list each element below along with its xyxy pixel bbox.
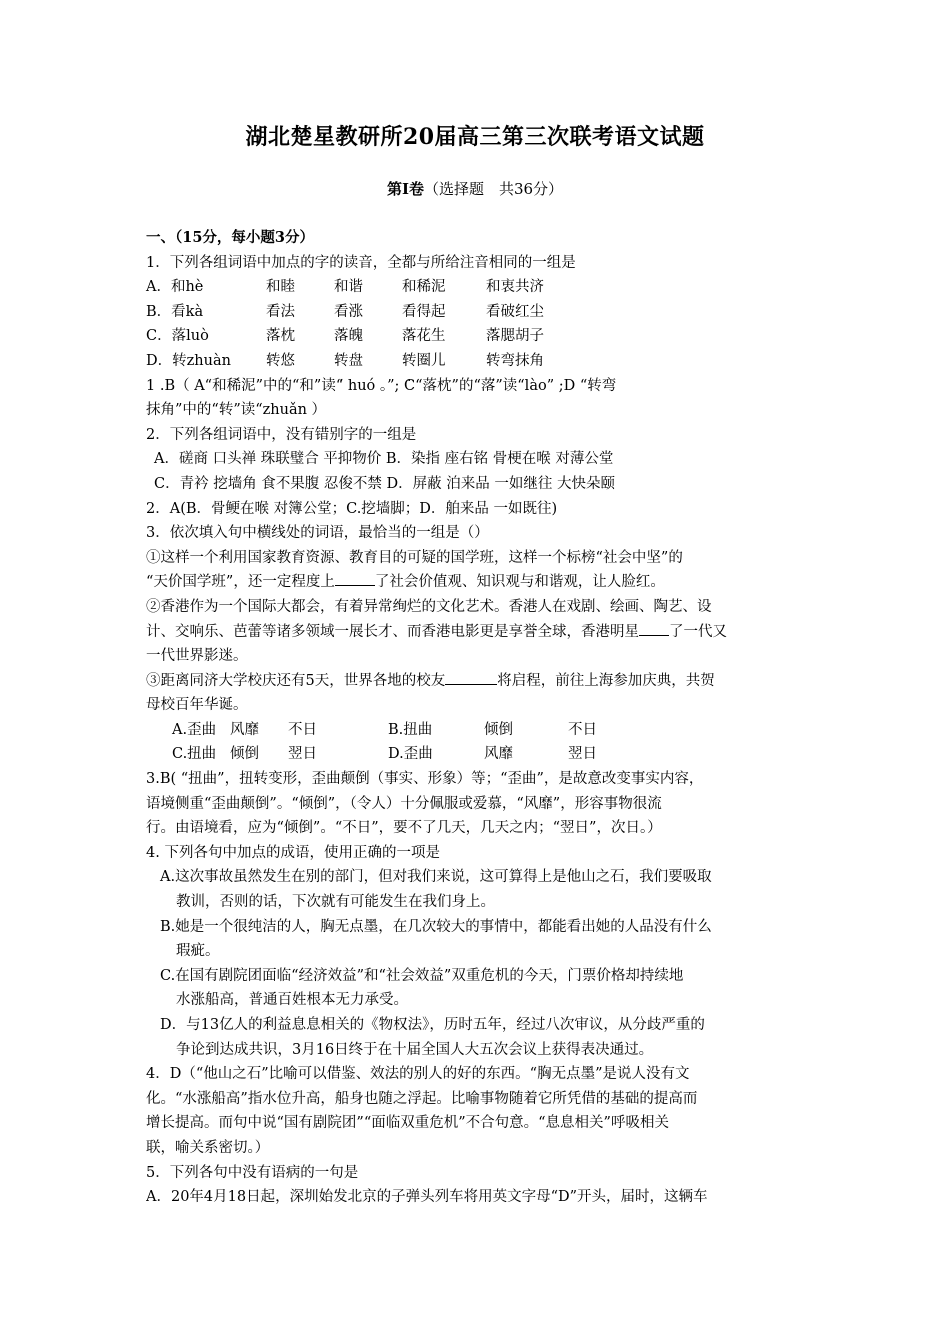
dotted-char: 转 [334,352,349,369]
option-b-line-1 [146,915,810,940]
text-span: ③距离同济大学校庆还有5天，世界各地的校友 [146,672,446,689]
dotted-char: 墨 [363,918,379,935]
dotted-char: 落 [266,328,281,345]
option-item: D.歪曲 [388,746,433,763]
option-c-line-1: C.在国有剧院团面临“经济效益”和“社会效益”双重危机的今天，门票价格却持续地 [160,967,684,984]
sentence-3-line-1 [146,669,810,694]
option-d-line-1 [146,1013,810,1038]
text-span: A.这次事故虽然发生在别的部门，但对我们来说，这可算得上是 [160,869,567,886]
option-word: 看得起 [402,300,486,325]
dotted-char: 看 [334,303,349,320]
dotted-char: 相 [320,1017,336,1033]
answer-3-line-1: 3.B( “扭曲”，扭转变形，歪曲颠倒（事实、形象）等；“歪曲”，是故意改变事实内容， [146,771,704,788]
text-span: “天价国学班”，还一定程度上 [146,574,335,591]
sentence-2-line-1: ②香港作为一个国际大都会，有着异常绚烂的文化艺术。香港人在戏剧、绘画、陶艺、设 [146,598,712,615]
question-2-options-ab: A．磋商 口头禅 珠联璧合 平抑物价 B．染指 座右铭 骨梗在喉 对薄公堂 [154,451,614,468]
dotted-char: 胸 [320,918,335,935]
sentence-1-line-1: ①这样一个利用国家教育资源、教育目的可疑的国学班，这样一个标榜“社会中坚”的 [146,549,683,566]
option-item: A.歪曲 [172,721,217,738]
sentence-2-line-3: 一代世界影迷。 [146,648,248,665]
option-label: C．落luò [146,328,209,345]
dotted-char: 落 [486,328,501,345]
option-word: 落花生 [402,324,486,349]
dotted-char: 涨 [190,992,205,1009]
question-2-stem: 2．下列各组词语中，没有错别字的一组是 [146,426,417,443]
option-word: 看破红尘 [486,300,606,325]
text-span: 了社会价值观、知识观与和谐观，让人脸红。 [374,574,665,591]
option-row [146,275,810,300]
fill-blank [335,570,375,586]
answer-4-line-4: 联，喻关系密切。） [146,1139,270,1156]
option-b-line-2: 瑕疵。 [176,943,220,960]
option-word: 落魄 [334,324,402,349]
dotted-char: 息 [306,1017,321,1033]
option-word: 转盘 [334,349,402,374]
option-row [146,349,810,374]
option-item: 风靡 [484,746,513,763]
option-item: 倾倒 [230,746,259,763]
answer-1-line-1: 1 .B（ A“和稀泥”中的“和”读“ huó 。”; C“落枕”的“落”读“lào” ;D “转弯 [146,377,617,394]
dotted-char: 看 [486,303,501,320]
page-subtitle [0,178,950,199]
option-row [146,300,810,325]
dotted-char: 石 [610,869,625,886]
option-row [146,324,810,349]
option-label: B．看kà [146,303,204,320]
option-item: C.扭曲 [172,746,217,763]
fill-blank [445,669,497,685]
answer-1-line-2: 抹角”中的“转”读“zhuǎn ） [146,402,327,419]
dotted-char: 看 [402,303,417,320]
dotted-char: 关 [335,1017,350,1033]
sentence-1-line-2 [146,570,810,595]
question-2-options-cd: C．青衿 挖墙角 食不果腹 忍俊不禁 D．屏蔽 泊来品 一如继往 大快朵颐 [154,475,615,492]
option-word: 和睦 [266,275,334,300]
answer-3-line-3: 行。由语境看，应为“倾倒”。“不日”，要不了几天，几天之内；“翌日”，次日。） [146,820,662,837]
question-1-options [146,275,810,373]
text-span: B.她是一个很纯洁的人， [160,918,321,935]
question-3-options-row-1 [146,718,810,743]
text-span: ，我们要吸取 [624,869,712,886]
dotted-char: 船 [205,992,220,1009]
answer-2: 2．A(B．骨鲠在喉 对簿公堂；C.挖墙脚；D．舶来品 一如既往) [146,500,558,517]
dotted-char: 之 [595,869,611,886]
option-item: 倾倒 [484,721,513,738]
answer-3-line-2: 语境侧重“歪曲颠倒”。“倾倒”，（令人）十分佩服或爱慕，“风靡”，形容事物很流 [146,795,662,812]
option-a-line-1 [146,865,810,890]
option-word: 和衷共济 [486,275,606,300]
dotted-char: 和 [486,279,501,296]
dotted-char: 点 [349,918,364,935]
dotted-char: 转 [266,352,281,369]
subtitle-part: 第Ⅰ卷 [386,180,424,198]
option-item: 翌日 [568,746,597,763]
dotted-char: 转 [402,352,417,369]
dotted-char: 落 [402,328,417,345]
option-item: 不日 [568,721,597,738]
text-span: ，普通百姓根本无力承受。 [234,992,408,1009]
text-span: 了一代又 [669,623,727,640]
text-span: ，在几次较大的事情中，都能看出她的人品没有什么 [378,918,712,935]
option-word: 落枕 [266,324,334,349]
fill-blank [639,620,669,636]
dotted-char: 转 [486,352,501,369]
answer-4-line-2: 化。“水涨船高”指水位升高，船身也随之浮起。比喻事物随着它所凭借的基础的提高而 [146,1090,698,1107]
question-3-options-row-2 [146,742,810,767]
option-word: 和谐 [334,275,402,300]
option-item: 风靡 [230,721,259,738]
exam-content [146,226,810,1210]
option-word: 转悠 [266,349,334,374]
question-5-option-a: A．20年4月18日起，深圳始发北京的子弹头列车将用英文字母“D”开头，届时，这辆车 [146,1189,708,1206]
dotted-char: 落 [334,328,349,345]
option-word: 转圈儿 [402,349,486,374]
option-word: 看法 [266,300,334,325]
option-item: B.扭曲 [388,721,433,738]
question-1-stem: 1．下列各组词语中加点的字的读音，全都与所给注音相同的一组是 [146,254,576,271]
option-item: 翌日 [288,746,317,763]
option-word: 转弯抹角 [486,349,606,374]
dotted-char: 无 [334,918,350,935]
option-c-line-2 [146,988,810,1013]
option-a-line-2: 教训，否则的话，下次就有可能发生在我们身上。 [176,894,495,911]
answer-4-line-1: 4．D（“他山之石”比喻可以借鉴、效法的别人的好的东西。“胸无点墨”是说人没有文 [146,1066,690,1083]
question-4-stem: 4. 下列各句中加点的成语，使用正确的一项是 [146,844,440,861]
dotted-char: 他 [566,869,582,886]
text-span: 计、交响乐、芭蕾等诸多领域一展长才、而香港电影更是享誉全球，香港明星 [146,623,639,640]
dotted-char: 高 [219,992,234,1009]
dotted-char: 看 [266,303,281,320]
page-title: 湖北楚星教研所20届高三第三次联考语文试题 [245,124,705,150]
option-word: 落腮胡子 [486,324,606,349]
answer-4-line-3: 增长提高。而句中说“国有剧院团”“面临双重危机”不合句意。“息息相关”呼吸相关 [146,1115,669,1132]
option-item: 不日 [288,721,317,738]
section-heading: 一、（15分，每小题3分） [146,229,315,246]
text-span: 将启程，前往上海参加庆典，共贺 [497,672,715,689]
sentence-3-line-2: 母校百年华诞。 [146,697,248,714]
dotted-char: 和 [266,279,281,296]
option-label: D．转zhuàn [146,352,231,369]
dotted-char: 水 [176,992,191,1009]
dotted-char: 山 [581,869,596,886]
option-word: 和稀泥 [402,275,486,300]
question-5-stem: 5．下列各句中没有语病的一句是 [146,1164,359,1181]
question-3-stem: 3．依次填入句中横线处的词语，最恰当的一组是（） [146,525,489,542]
dotted-char: 和 [402,279,417,296]
option-word: 看涨 [334,300,402,325]
subtitle-detail: （选择题 共36分） [423,180,564,198]
text-span: 的《物权法》，历时五年，经过八次审议，从分歧严重的 [349,1017,705,1033]
sentence-2-line-2 [146,620,810,645]
text-span: D．与13亿人的利益 [160,1017,292,1033]
dotted-char: 和 [334,279,349,296]
option-label: A．和hè [146,279,204,296]
option-d-line-2: 争论到达成共识，3月16日终于在十届全国人大五次会议上获得表决通过。 [176,1041,654,1058]
dotted-char: 息 [291,1017,307,1033]
